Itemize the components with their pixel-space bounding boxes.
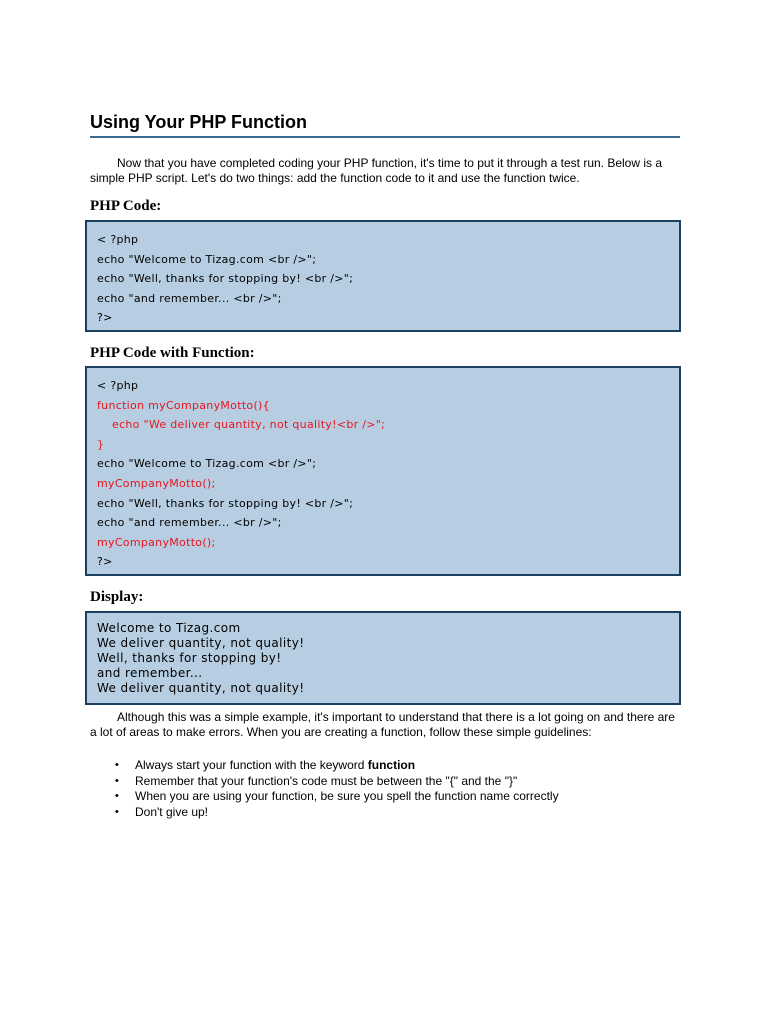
- code-line: ?>: [97, 555, 113, 569]
- intro-paragraph: Now that you have completed coding your PHP function, it's time to put it through a test run. Below is a simple PHP script. Let's do two things: add the function code to it and use the function twice.: [90, 156, 663, 185]
- bullet-icon: •: [115, 774, 119, 787]
- code-line-highlighted: }: [97, 437, 105, 451]
- list-item-text: Always start your function with the keyword: [135, 758, 368, 772]
- guidelines-list: [90, 758, 680, 821]
- php-code-function-heading: PHP Code with Function:: [90, 345, 255, 361]
- code-line-highlighted: echo "We deliver quantity, not quality!<br />";: [112, 418, 386, 432]
- display-line: Well, thanks for stopping by!: [97, 651, 282, 665]
- list-item: [90, 805, 680, 821]
- code-line: < ?php: [97, 379, 139, 392]
- php-code-function-block: [85, 366, 681, 576]
- display-line: We deliver quantity, not quality!: [97, 636, 305, 650]
- list-item-text: Remember that your function's code must be between the "{" and the "}": [135, 773, 518, 788]
- code-line: echo "Well, thanks for stopping by! <br />";: [97, 272, 354, 286]
- code-line: < ?php: [97, 233, 139, 246]
- list-item-text: When you are using your function, be sure you spell the function name correctly: [135, 789, 559, 804]
- code-line: echo "and remember... <br />";: [97, 516, 282, 530]
- display-heading: Display:: [90, 589, 144, 605]
- code-line: echo "Well, thanks for stopping by! <br />";: [97, 496, 354, 510]
- display-line: and remember...: [97, 666, 203, 680]
- php-code-heading: PHP Code:: [90, 198, 162, 214]
- bullet-icon: •: [115, 806, 119, 819]
- display-output-block: [85, 611, 681, 705]
- code-line: echo "Welcome to Tizag.com <br />";: [97, 457, 317, 471]
- code-line-highlighted: function myCompanyMotto(){: [97, 398, 270, 412]
- code-line: echo "Welcome to Tizag.com <br />";: [97, 252, 317, 266]
- display-line: We deliver quantity, not quality!: [97, 681, 305, 695]
- page-title: Using Your PHP Function: [90, 112, 308, 132]
- list-item: [90, 789, 680, 805]
- bullet-icon: •: [115, 759, 119, 771]
- outro-paragraph: Although this was a simple example, it's important to understand that there is a lot going on and there are a lot of areas to make errors. When you are creating a function, follow these simple guidelines:: [90, 710, 675, 739]
- list-item: [90, 774, 680, 790]
- php-code-block: [85, 220, 681, 332]
- list-item: [90, 758, 680, 774]
- code-line-highlighted: myCompanyMotto();: [97, 535, 216, 549]
- list-item-keyword: function: [367, 758, 416, 772]
- code-line-highlighted: myCompanyMotto();: [97, 476, 216, 490]
- list-item-text: Don't give up!: [135, 805, 209, 820]
- code-line: echo "and remember... <br />";: [97, 291, 282, 305]
- code-line: ?>: [97, 311, 113, 325]
- display-line: Welcome to Tizag.com: [97, 621, 241, 635]
- bullet-icon: •: [115, 790, 119, 803]
- title-underline: [90, 136, 680, 138]
